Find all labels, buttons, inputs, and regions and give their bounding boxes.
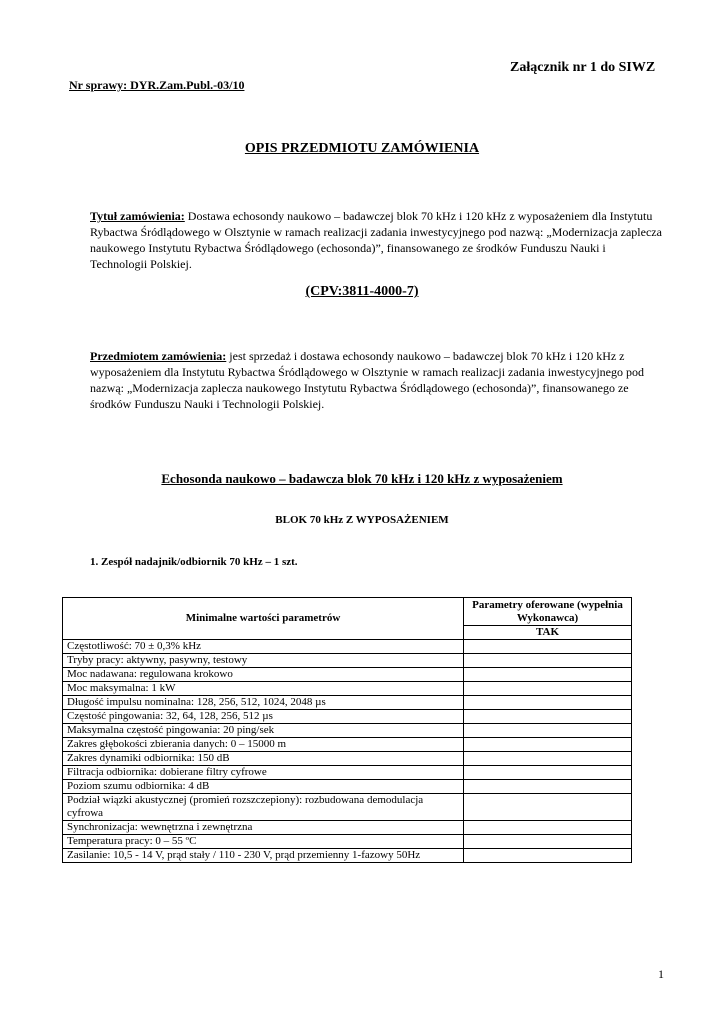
- table-row: [63, 835, 632, 849]
- table-row: [63, 724, 632, 738]
- offer-cell[interactable]: [464, 780, 632, 794]
- offer-cell[interactable]: [464, 696, 632, 710]
- parameter-cell: Moc maksymalna: 1 kW: [63, 682, 464, 696]
- offer-cell[interactable]: [464, 668, 632, 682]
- order-title-text: Dostawa echosondy naukowo – badawczej blok 70 kHz i 120 kHz z wyposażeniem dla Instytutu Rybactwa Śródlądowego w Olsztynie w ramach realizacji zadania inwestycyjnego pod nazwą: „Modernizacja zaplecza naukowego Instytutu Rybactwa Śródlądowego (echosonda)”, finansowanego ze środków Funduszu Nauki i Technologii Polskiej.: [90, 209, 662, 271]
- offer-cell[interactable]: [464, 738, 632, 752]
- order-subject-paragraph: [90, 348, 665, 412]
- header-yes: TAK: [464, 626, 632, 640]
- table-row: [63, 849, 632, 863]
- parameter-cell: Poziom szumu odbiornika: 4 dB: [63, 780, 464, 794]
- offer-cell[interactable]: [464, 849, 632, 863]
- order-title-label: Tytuł zamówienia:: [90, 209, 185, 223]
- table-row: [63, 696, 632, 710]
- offer-cell[interactable]: [464, 682, 632, 696]
- header-min-params: Minimalne wartości parametrów: [63, 598, 464, 640]
- parameter-cell: Filtracja odbiornika: dobierane filtry cyfrowe: [63, 766, 464, 780]
- block-title: BLOK 70 kHz Z WYPOSAŻENIEM: [275, 514, 449, 526]
- table-row: [63, 766, 632, 780]
- table-row: [63, 738, 632, 752]
- offer-cell[interactable]: [464, 654, 632, 668]
- order-subject-text: jest sprzedaż i dostawa echosondy naukowo – badawczej blok 70 kHz i 120 kHz z wyposażeniem dla Instytutu Rybactwa Śródlądowego w Olsztynie w ramach realizacji zadania inwestycyjnego pod nazwą: „Modernizacja zaplecza naukowego Instytutu Rybactwa Śródlądowego (echosonda)”, finansowanego ze środków Funduszu Nauki i Technologii Polskiej.: [90, 349, 645, 411]
- offer-cell[interactable]: [464, 766, 632, 780]
- parameter-cell: Zakres głębokości zbierania danych: 0 – 15000 m: [63, 738, 464, 752]
- parameter-cell: Częstotliwość: 70 ± 0,3% kHz: [63, 640, 464, 654]
- table-row: [63, 752, 632, 766]
- item-heading: 1. Zespół nadajnik/odbiornik 70 kHz – 1 szt.: [90, 556, 298, 568]
- order-title-paragraph: [90, 208, 665, 272]
- table-row: [63, 794, 632, 821]
- parameter-cell: Podział wiązki akustycznej (promień rozszczepiony): rozbudowana demodulacja cyfrowa: [63, 794, 464, 821]
- cpv-code: (CPV:3811-4000-7): [305, 284, 419, 299]
- offer-cell[interactable]: [464, 794, 632, 821]
- table-row: [63, 821, 632, 835]
- table-row: [63, 668, 632, 682]
- table-body: [63, 640, 632, 863]
- table-row: [63, 682, 632, 696]
- case-number: Nr sprawy: DYR.Zam.Publ.-03/10: [69, 78, 245, 92]
- offer-cell[interactable]: [464, 710, 632, 724]
- table-row: [63, 780, 632, 794]
- parameter-cell: Tryby pracy: aktywny, pasywny, testowy: [63, 654, 464, 668]
- parameter-cell: Synchronizacja: wewnętrzna i zewnętrzna: [63, 821, 464, 835]
- page-number: 1: [658, 967, 664, 981]
- table-row: [63, 710, 632, 724]
- page-title: OPIS PRZEDMIOTU ZAMÓWIENIA: [244, 141, 480, 156]
- table-row: [63, 640, 632, 654]
- table-row: [63, 654, 632, 668]
- parameter-cell: Zasilanie: 10,5 - 14 V, prąd stały / 110 - 230 V, prąd przemienny 1-fazowy 50Hz: [63, 849, 464, 863]
- offer-cell[interactable]: [464, 835, 632, 849]
- offer-cell[interactable]: [464, 724, 632, 738]
- offer-cell[interactable]: [464, 752, 632, 766]
- parameters-table: [62, 597, 632, 863]
- parameter-cell: Temperatura pracy: 0 – 55 ºC: [63, 835, 464, 849]
- offer-cell[interactable]: [464, 821, 632, 835]
- parameter-cell: Moc nadawana: regulowana krokowo: [63, 668, 464, 682]
- parameter-cell: Częstość pingowania: 32, 64, 128, 256, 512 µs: [63, 710, 464, 724]
- annex-label: Załącznik nr 1 do SIWZ: [510, 60, 656, 75]
- parameter-cell: Długość impulsu nominalna: 128, 256, 512, 1024, 2048 µs: [63, 696, 464, 710]
- header-offered-params: Parametry oferowane (wypełnia Wykonawca): [464, 598, 632, 626]
- order-subject-label: Przedmiotem zamówienia:: [90, 349, 227, 363]
- section-title: Echosonda naukowo – badawcza blok 70 kHz i 120 kHz z wyposażeniem: [161, 471, 563, 486]
- parameter-cell: Maksymalna częstość pingowania: 20 ping/sek: [63, 724, 464, 738]
- offer-cell[interactable]: [464, 640, 632, 654]
- parameter-cell: Zakres dynamiki odbiornika: 150 dB: [63, 752, 464, 766]
